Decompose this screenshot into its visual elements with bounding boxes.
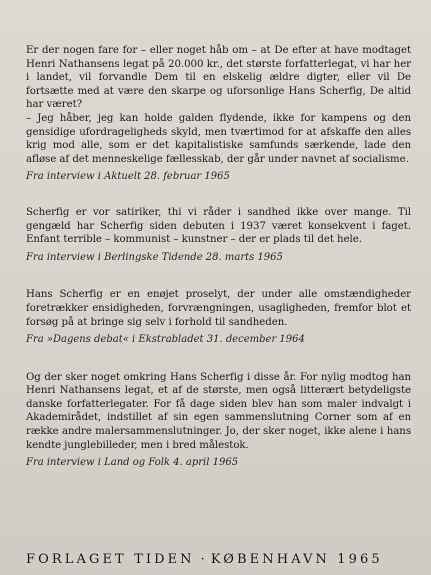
- quote-source: Fra interview i Aktuelt 28. februar 1965: [26, 171, 230, 183]
- quote-source: Fra »Dagens debat« i Ekstrabladet 31. december 1964: [26, 334, 305, 346]
- quote-block-land-og-folk: [26, 371, 411, 470]
- publisher-name: FORLAGET TIDEN: [26, 552, 195, 567]
- publisher-city-year: KØBENHAVN 1965: [210, 552, 383, 567]
- quote-source: Fra interview i Berlingske Tidende 28. marts 1965: [26, 251, 283, 263]
- quote-paragraph: – Jeg håber, jeg kan holde galden flydende, ikke for kampens og den gensidige ufordrageligheds skyld, men tværtimod for at afskaffe den alles krig mod alle, som er det kapitalistiske samfunds særkende, lade den afløse af det menneskelige fællesskab, der går under navnet af socialisme.: [26, 112, 411, 165]
- footer-separator: ·: [200, 552, 205, 567]
- quote-paragraph: Hans Scherfig er en enøjet proselyt, der under alle omstændigheder foretrækker ensidigheden, forvrængningen, usagligheden, fremfor blot et forsøg på at bringe sig selv i forhold til sandheden.: [26, 289, 411, 328]
- quote-paragraph: Er der nogen fare for – eller noget håb om – at De efter at have modtaget Henri Nathansens legat på 20.000 kr., det største forfatterlegat, vi har her i landet, vil forvandle Dem til en elskelig ældre digter, eller vil De fortsætte med at være den skarpe og uforsonlige Hans Scherfig, De altid har været?: [26, 45, 411, 111]
- quote-block-berlingske: [26, 206, 411, 264]
- quote-block-ekstrabladet: [26, 288, 411, 346]
- quote-paragraph: Scherfig er vor satiriker, thi vi råder i sandhed ikke over mange. Til gengæld har Scherfig siden debuten i 1937 været konsekvent i faget. Enfant terrible – kommunist – kunstner – der er plads til det hele.: [26, 206, 411, 246]
- quote-paragraph: Og der sker noget omkring Hans Scherfig i disse år. For nylig modtog han Henri Nathansens legat, et af de største, men også litterært betydeligste danske forfatterlegater. For få dage siden blev han som maler indvalgt i Akademirådet, indstillet af sin egen sammenslutning Corner som af en række andre malersammenslutninger. Jo, der sker noget, ikke alene i hans kendte junglebilleder, men i bred målestok.: [26, 371, 411, 451]
- publisher-footer: [26, 552, 411, 567]
- quote-block-aktuelt: [26, 44, 411, 184]
- quote-source: Fra interview i Land og Folk 4. april 1965: [26, 457, 239, 469]
